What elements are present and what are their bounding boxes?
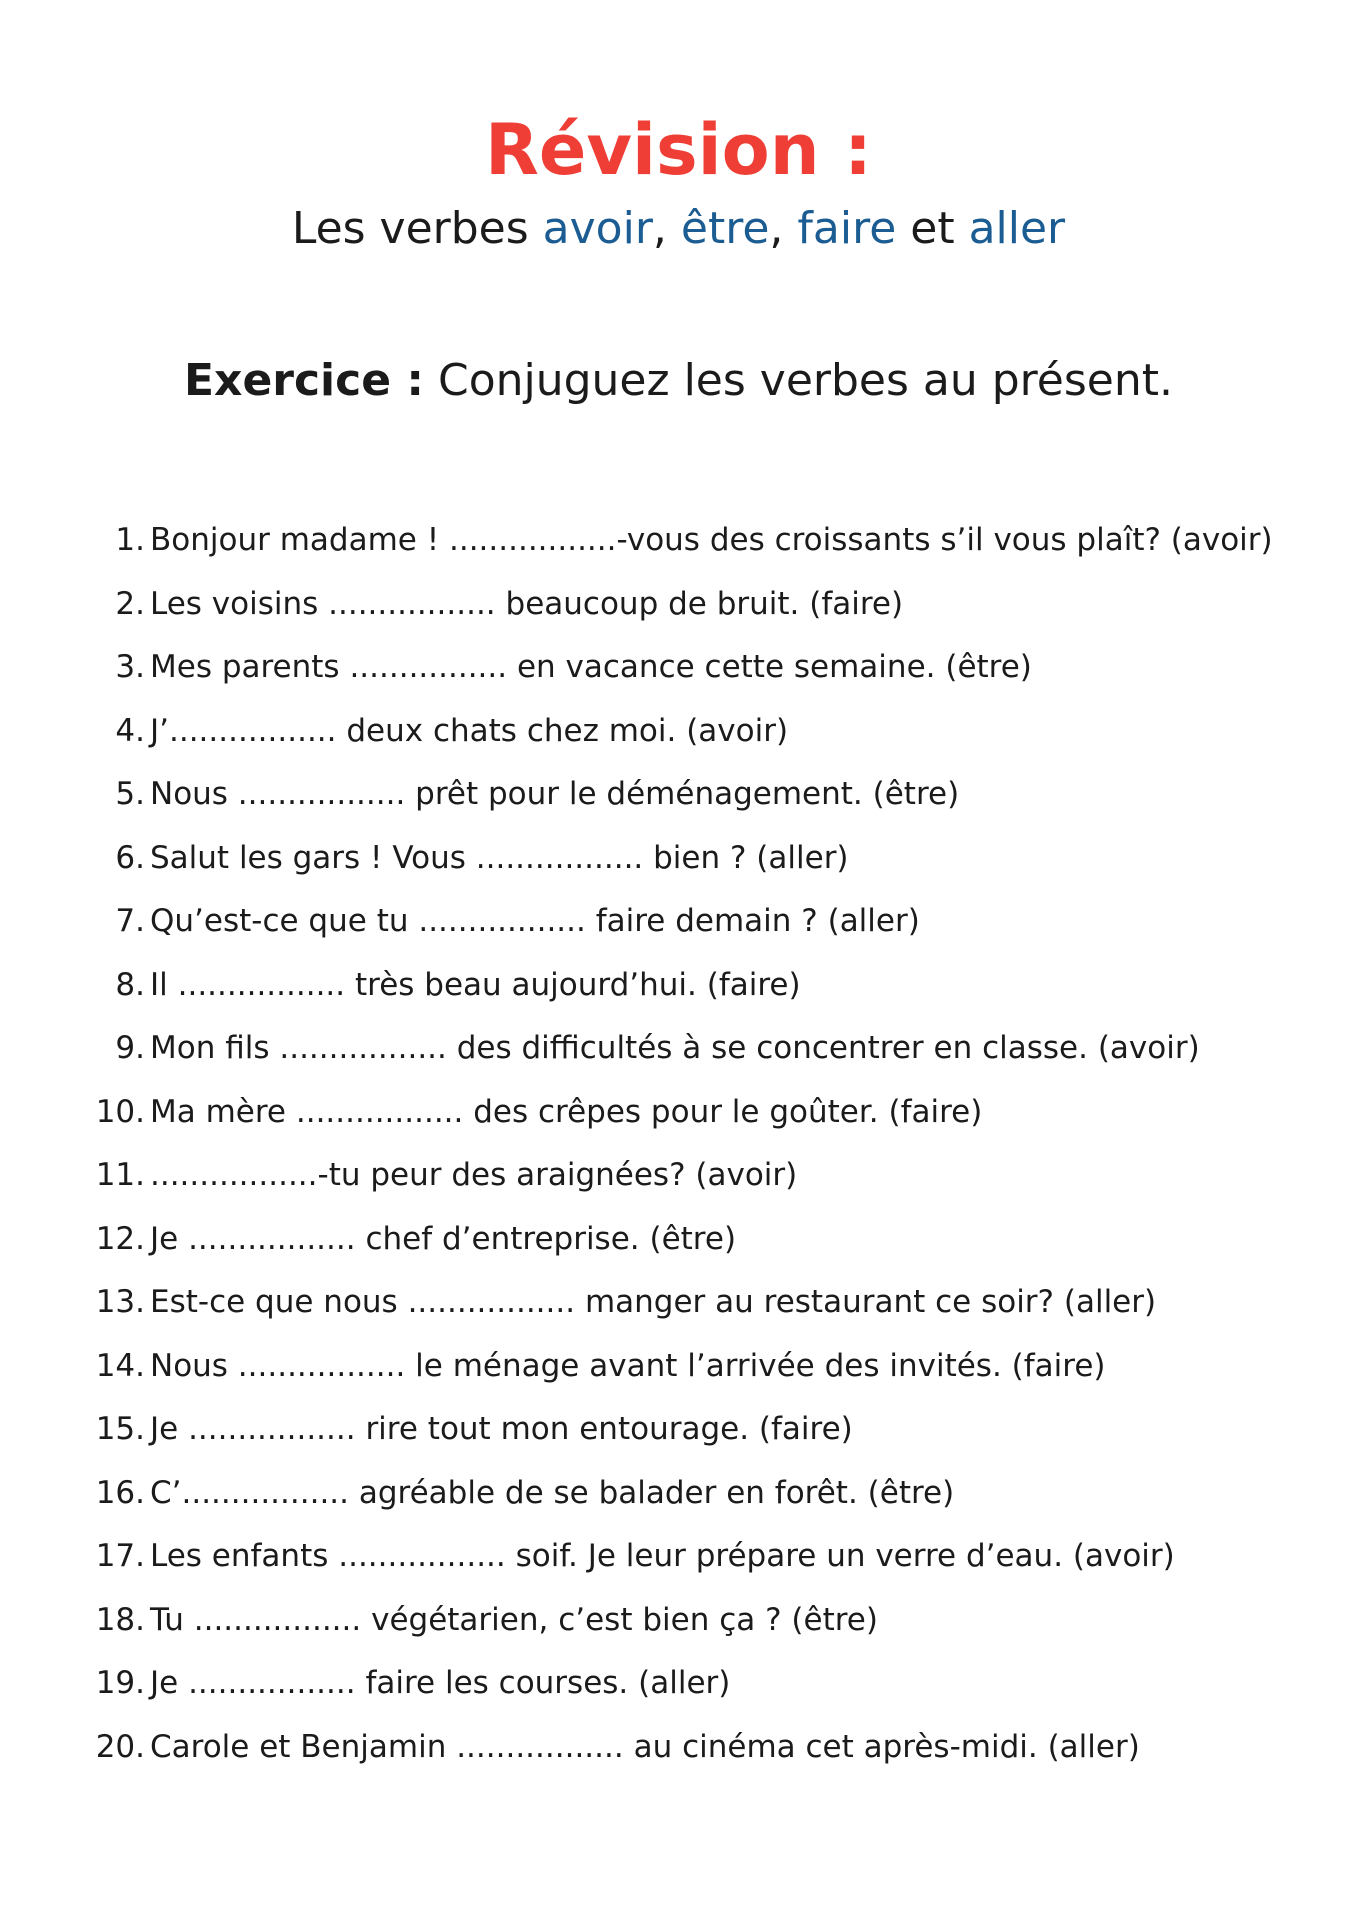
exercise-number: 11.	[95, 1157, 145, 1193]
subtitle-conjunction: et	[896, 203, 969, 254]
exercise-sentence: Bonjour madame ! .................-vous des croissants s’il vous plaît? (avoir)	[150, 522, 1273, 558]
exercise-instruction	[0, 350, 1357, 412]
exercise-sentence: Les voisins ................. beaucoup de bruit. (faire)	[150, 585, 904, 622]
exercise-sentence: .................-tu peur des araignées? (avoir)	[150, 1157, 798, 1193]
exercise-sentence: Nous ................. prêt pour le déménagement. (être)	[150, 776, 960, 812]
exercise-number: 15.	[95, 1411, 145, 1447]
exercise-number: 17.	[95, 1538, 145, 1574]
exercise-sentence: Tu ................. végétarien, c’est bien ça ? (être)	[150, 1601, 878, 1638]
exercise-item	[0, 1208, 1357, 1272]
exercise-number: 16.	[95, 1474, 145, 1511]
exercise-number: 4.	[115, 712, 145, 749]
exercise-item	[0, 827, 1357, 891]
exercise-sentence: C’................. agréable de se balader en forêt. (être)	[150, 1474, 955, 1511]
exercise-list	[0, 509, 1357, 1779]
verb-etre: être	[680, 203, 770, 254]
exercise-number: 6.	[115, 839, 145, 876]
exercise-sentence: Il ................. très beau aujourd’hui. (faire)	[150, 966, 801, 1003]
exercise-item	[0, 1652, 1357, 1716]
exercise-item	[0, 1081, 1357, 1145]
exercise-label: Exercice :	[184, 355, 424, 406]
exercise-item	[0, 700, 1357, 764]
exercise-sentence: Nous ................. le ménage avant l’arrivée des invités. (faire)	[150, 1347, 1106, 1384]
exercise-sentence: Mon fils ................. des difficultés à se concentrer en classe. (avoir)	[150, 1030, 1200, 1066]
exercise-number: 12.	[95, 1220, 145, 1257]
exercise-number: 1.	[115, 522, 145, 558]
subtitle-prefix: Les verbes	[291, 203, 543, 254]
subtitle-separator: ,	[652, 203, 681, 254]
exercise-item	[0, 573, 1357, 637]
verb-faire: faire	[797, 203, 897, 254]
exercise-sentence: Les enfants ................. soif. Je leur prépare un verre d’eau. (avoir)	[150, 1538, 1175, 1574]
exercise-number: 19.	[95, 1665, 145, 1701]
exercise-item	[0, 890, 1357, 954]
exercise-sentence: Je ................. faire les courses. (aller)	[150, 1665, 731, 1701]
exercise-sentence: Carole et Benjamin ................. au cinéma cet après-midi. (aller)	[150, 1728, 1140, 1765]
page-title: Révision :	[485, 109, 872, 191]
exercise-item	[0, 1335, 1357, 1399]
exercise-item	[0, 1589, 1357, 1653]
exercise-number: 14.	[95, 1347, 145, 1384]
verb-aller: aller	[968, 203, 1066, 254]
exercise-sentence: Ma mère ................. des crêpes pour le goûter. (faire)	[150, 1093, 983, 1130]
exercise-item	[0, 1525, 1357, 1589]
exercise-sentence: Je ................. chef d’entreprise. (être)	[150, 1220, 737, 1257]
verb-avoir: avoir	[542, 203, 653, 254]
exercise-item	[0, 763, 1357, 827]
exercise-number: 8.	[115, 966, 145, 1003]
exercise-number: 20.	[95, 1728, 145, 1765]
exercise-sentence: Je ................. rire tout mon entourage. (faire)	[150, 1411, 853, 1447]
page-subtitle	[0, 198, 1357, 260]
exercise-number: 18.	[95, 1601, 145, 1638]
exercise-sentence: J’................. deux chats chez moi. (avoir)	[150, 712, 789, 749]
exercise-item	[0, 1716, 1357, 1780]
instruction-text: Conjuguez les verbes au présent.	[423, 355, 1173, 406]
exercise-sentence: Mes parents ................ en vacance cette semaine. (être)	[150, 649, 1032, 685]
exercise-sentence: Est-ce que nous ................. manger au restaurant ce soir? (aller)	[150, 1284, 1157, 1320]
exercise-number: 7.	[115, 903, 145, 939]
exercise-sentence: Qu’est-ce que tu ................. faire demain ? (aller)	[150, 903, 920, 939]
exercise-number: 2.	[115, 585, 145, 622]
exercise-item	[0, 509, 1357, 573]
exercise-number: 3.	[115, 649, 145, 685]
exercise-sentence: Salut les gars ! Vous ................. bien ? (aller)	[150, 839, 849, 876]
exercise-number: 10.	[95, 1093, 145, 1130]
subtitle-separator: ,	[769, 203, 798, 254]
exercise-item	[0, 1462, 1357, 1526]
exercise-item	[0, 636, 1357, 700]
exercise-item	[0, 1017, 1357, 1081]
exercise-item	[0, 954, 1357, 1018]
exercise-number: 9.	[115, 1030, 145, 1066]
exercise-number: 13.	[95, 1284, 145, 1320]
exercise-item	[0, 1398, 1357, 1462]
exercise-item	[0, 1144, 1357, 1208]
exercise-item	[0, 1271, 1357, 1335]
exercise-number: 5.	[115, 776, 145, 812]
